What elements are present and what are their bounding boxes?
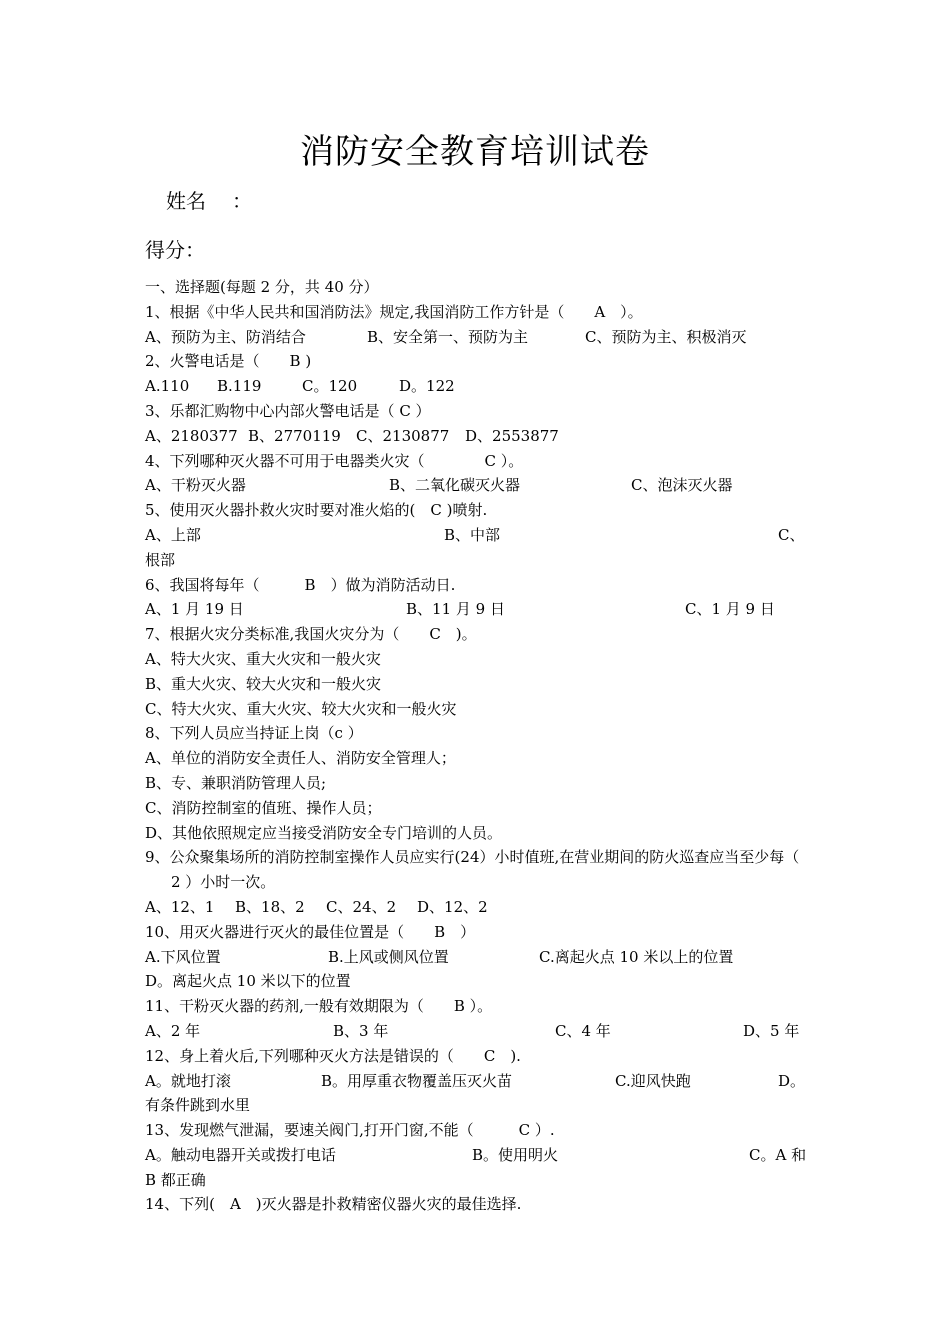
options-11 (145, 1019, 810, 1044)
option-5a: A、上部 (145, 525, 201, 544)
option-7c: C、特大火灾、重大火灾、较大火灾和一般火灾 (145, 699, 457, 718)
option-1a: A、预防为主、防消结合 (145, 327, 306, 346)
question-13: 13、发现燃气泄漏，要速关阀门,打开门窗,不能（ C ）. (145, 1121, 555, 1140)
option-2a: A.110 (145, 377, 190, 396)
option-10c: C.离起火点 10 米以上的位置 (539, 947, 734, 966)
option-4b: B、二氧化碳灭火器 (389, 476, 521, 495)
option-3b: B、2770119 (248, 426, 341, 445)
question-6: 6、我国将每年（ B ）做为消防活动日. (145, 575, 456, 594)
option-6a: A、1 月 19 日 (145, 600, 244, 619)
options-1 (145, 325, 810, 350)
question-7: 7、根据火灾分类标准,我国火灾分为（ C )。 (145, 625, 477, 644)
option-12a: A。就地打滚 (145, 1071, 231, 1090)
option-2c: C。120 (302, 377, 358, 396)
option-3c: C、2130877 (356, 426, 450, 445)
option-10b: B.上风或侧风位置 (328, 947, 449, 966)
option-3a: A、2180377 (145, 426, 238, 445)
option-1b: B、安全第一、预防为主 (367, 327, 529, 346)
name-field (166, 186, 252, 216)
option-9a: A、12、1 (145, 897, 215, 916)
question-12: 12、身上着火后,下列哪种灭火方法是错误的（ C ). (145, 1046, 521, 1065)
option-11a: A、2 年 (145, 1021, 201, 1040)
option-10a: A.下风位置 (145, 947, 221, 966)
option-7b: B、重大火灾、较大火灾和一般火灾 (145, 674, 382, 693)
question-9: 9、公众聚集场所的消防控制室操作人员应实行(24）小时值班,在营业期间的防火巡查应当至少每（ 2 ）小时一次。 (145, 848, 815, 892)
options-6 (145, 597, 810, 622)
option-8c: C、消防控制室的值班、操作人员； (145, 798, 382, 817)
question-11: 11、干粉灭火器的药剂,一般有效期限为（ B ）。 (145, 997, 493, 1016)
name-label: 姓名 (166, 189, 206, 213)
option-5b: B、中部 (444, 525, 501, 544)
options-13 (145, 1143, 810, 1168)
name-colon: ： (232, 189, 252, 213)
option-9d: D、12、2 (417, 897, 488, 916)
options-9 (145, 895, 810, 920)
page-title: 消防安全教育培训试卷 (300, 132, 650, 172)
option-9b: B、18、2 (235, 897, 305, 916)
option-13c-continued: B 都正确 (145, 1170, 206, 1189)
option-12d-continued: 有条件跳到水里 (145, 1096, 251, 1115)
option-5c: C、 (778, 525, 805, 544)
option-8b: B、专、兼职消防管理人员; (145, 773, 327, 792)
question-10: 10、用灭火器进行灭火的最佳位置是（ B ） (145, 922, 476, 941)
option-12d: D。 (778, 1071, 806, 1090)
options-10 (145, 945, 810, 970)
question-3: 3、乐都汇购物中心内部火警电话是（ C ） (145, 401, 431, 420)
question-list (145, 275, 815, 1217)
option-6b: B、11 月 9 日 (406, 600, 505, 619)
question-4: 4、下列哪种灭火器不可用于电器类火灾（ C ）。 (145, 451, 524, 470)
question-5: 5、使用灭火器扑救火灾时要对准火焰的( C )喷射. (145, 501, 488, 520)
section-heading: 一、选择题(每题 2 分，共 40 分） (145, 278, 379, 296)
option-13c: C。A 和 (749, 1145, 807, 1164)
question-2: 2、火警电话是（ B ) (145, 352, 312, 371)
option-3d: D、2553877 (465, 426, 559, 445)
option-4c: C、泡沫灭火器 (631, 476, 733, 495)
option-12c: C.迎风快跑 (615, 1071, 691, 1090)
option-11c: C、4 年 (555, 1021, 611, 1040)
option-1c: C、预防为主、积极消灭 (585, 327, 747, 346)
options-2 (145, 374, 810, 399)
option-7a: A、特大火灾、重大火灾和一般火灾 (145, 649, 381, 668)
option-2d: D。122 (399, 377, 455, 396)
options-4 (145, 473, 810, 498)
option-13a: A。触动电器开关或拨打电话 (145, 1145, 336, 1164)
option-6c: C、1 月 9 日 (685, 600, 775, 619)
score-label: 得分： (145, 238, 205, 262)
option-10d: D。离起火点 10 米以下的位置 (145, 972, 351, 991)
option-2b: B.119 (217, 377, 262, 396)
option-13b: B。使用明火 (472, 1145, 559, 1164)
option-4a: A、干粉灭火器 (145, 476, 246, 495)
option-12b: B。用厚重衣物覆盖压灭火苗 (321, 1071, 513, 1090)
option-8a: A、单位的消防安全责任人、消防安全管理人； (145, 749, 456, 768)
options-12 (145, 1069, 810, 1094)
options-5 (145, 523, 810, 548)
option-5c-continued: 根部 (145, 550, 176, 569)
option-8d: D、其他依照规定应当接受消防安全专门培训的人员。 (145, 823, 503, 842)
option-11b: B、3 年 (333, 1021, 389, 1040)
options-3 (145, 424, 810, 449)
question-8: 8、下列人员应当持证上岗（c ） (145, 724, 363, 743)
option-9c: C、24、2 (326, 897, 397, 916)
question-1: 1、根据《中华人民共和国消防法》规定,我国消防工作方针是（ A ）。 (145, 302, 643, 321)
question-14: 14、下列( A )灭火器是扑救精密仪器火灾的最佳选择. (145, 1195, 522, 1214)
option-11d: D、5 年 (743, 1021, 800, 1040)
